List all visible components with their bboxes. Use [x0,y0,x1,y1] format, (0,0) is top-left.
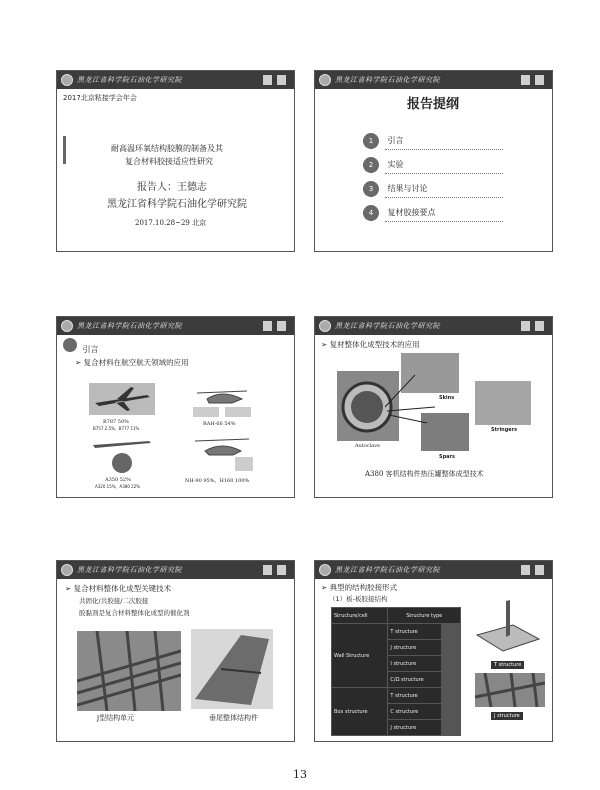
table-header: Structure/cell [332,608,388,624]
dotted-line [385,149,503,150]
table-cell: T structure [388,624,442,640]
institute-logo-icon [319,564,331,576]
slide-4 [314,316,553,498]
item-number: 4 [363,205,379,221]
label-skins: Skins [439,395,455,401]
book-icon [277,565,286,575]
outline-item-2 [363,157,404,173]
date: 2017.10.28~29 北京 [135,219,207,227]
page-number: 13 [293,768,307,781]
outline-item-1 [363,133,404,149]
table-cell: C/Ω structure [388,672,442,688]
vertical-tail-image [191,629,273,709]
slide-caption: A380 客机结构件热压罐整体成型技术 [365,470,484,478]
label-stringers: Stringers [491,427,518,433]
item-number: 1 [363,133,379,149]
slide-header [57,561,294,579]
text-line: 共固化/共胶接/二次胶接 [79,597,149,605]
label-autoclave: Autoclave [355,443,381,449]
accent-bar [63,136,66,164]
title-line-1: 耐高温环氧结构胶膜的制备及其 [111,144,223,153]
caption-nh90: NH-90 95%，H160 100% [185,478,250,484]
header-title: 黑龙江省科学院石油化学研究院 [77,322,182,330]
caption-j-structure: J型结构单元 [97,714,135,722]
airplane-b787-image [87,381,157,417]
dotted-line [385,173,503,174]
organization: 黑龙江省科学院石油化学研究院 [107,199,247,210]
table-header: Structure type [388,608,461,624]
institute-logo-icon [61,320,73,332]
label-t-structure: T structure [491,661,524,669]
section-number-badge [63,338,77,352]
institute-logo-icon [319,320,331,332]
book-icon [535,75,544,85]
arrows-icon [375,367,485,427]
institute-logo-icon [61,564,73,576]
table-cell [442,688,461,704]
header-title: 黑龙江省科学院石油化学研究院 [335,322,440,330]
table-cell [442,624,461,640]
book-icon [521,321,530,331]
book-icon [535,321,544,331]
header-title: 黑龙江省科学院石油化学研究院 [77,76,182,84]
group-label: Box structure [332,688,388,736]
caption-b787: B787 50% [103,419,129,425]
slide-header [57,317,294,335]
table-cell: J structure [388,640,442,656]
bullet-text: ➢ 复合材料整体化成型关键技术 [65,584,172,593]
caption-vertical-tail: 垂尾整体结构件 [209,714,258,722]
item-number: 2 [363,157,379,173]
table-cell [442,704,461,720]
slide-2 [314,70,553,252]
section-label: 引言 [82,345,99,354]
text-line: 胶黏剂是复合材料整体化成型的催化剂 [79,609,190,617]
book-icon [521,75,530,85]
bullet-text: ➢ 典型的结构胶接形式 [321,583,398,592]
table-cell: I structure [388,656,442,672]
bullet-text: ➢ 复合材料在航空航天领域的应用 [75,358,189,367]
table-cell: J structure [388,720,442,736]
label-j-structure: J structure [491,712,523,720]
slide-3 [56,316,295,498]
table-cell [442,640,461,656]
slide-header [315,317,552,335]
outline-item-3 [363,181,428,197]
item-label: 引言 [387,136,404,145]
item-number: 3 [363,181,379,197]
book-icon [263,75,272,85]
label-spars: Spars [439,454,455,460]
table-cell: C structure [388,704,442,720]
conference-name: 2017北京粘接学会年会 [63,94,137,102]
item-label: 结果与讨论 [387,184,428,193]
table-cell [442,720,461,736]
helicopter-nh90-image [187,433,257,473]
table-cell [442,656,461,672]
structure-table [331,607,461,736]
caption-a350: A350 52% [105,477,131,483]
header-title: 黑龙江省科学院石油化学研究院 [335,566,440,574]
bullet-text: ➢ 复材整体化成型技术的应用 [321,340,420,349]
title-line-2: 复合材料胶接适应性研究 [125,157,213,166]
outline-item-4 [363,205,436,221]
table-cell [442,672,461,688]
header-title: 黑龙江省科学院石油化学研究院 [77,566,182,574]
table-cell: T structure [388,688,442,704]
dotted-line [385,221,503,222]
slide-header [315,561,552,579]
book-icon [521,565,530,575]
helicopter-rah66-image [187,379,257,419]
book-icon [277,75,286,85]
caption-b757: B757 2.5%，B777 11% [93,426,140,431]
slide-6 [314,560,553,742]
j-structure-image [77,631,181,711]
caption-rah66: RAH-66 54% [203,421,236,427]
header-title: 黑龙江省科学院石油化学研究院 [335,76,440,84]
item-label: 实验 [387,160,404,169]
reporter: 报告人：王德志 [137,182,207,193]
book-icon [277,321,286,331]
outline-title: 报告提纲 [407,97,460,112]
sub-heading: （1）板-板胶接结构 [329,595,388,603]
book-icon [535,565,544,575]
institute-logo-icon [61,74,73,86]
slide-header [315,71,552,89]
t-structure-image [473,595,543,653]
institute-logo-icon [319,74,331,86]
slide-1 [56,70,295,252]
airplane-a350-image [87,433,157,475]
slide-5 [56,560,295,742]
book-icon [263,565,272,575]
group-label: Wall Structure [332,624,388,688]
slide-header [57,71,294,89]
caption-a320: A320 15%，A380 22% [95,484,141,489]
item-label: 复材胶接要点 [387,208,436,217]
j-structure-image [475,673,545,707]
section-heading [63,338,99,357]
dotted-line [385,197,503,198]
book-icon [263,321,272,331]
